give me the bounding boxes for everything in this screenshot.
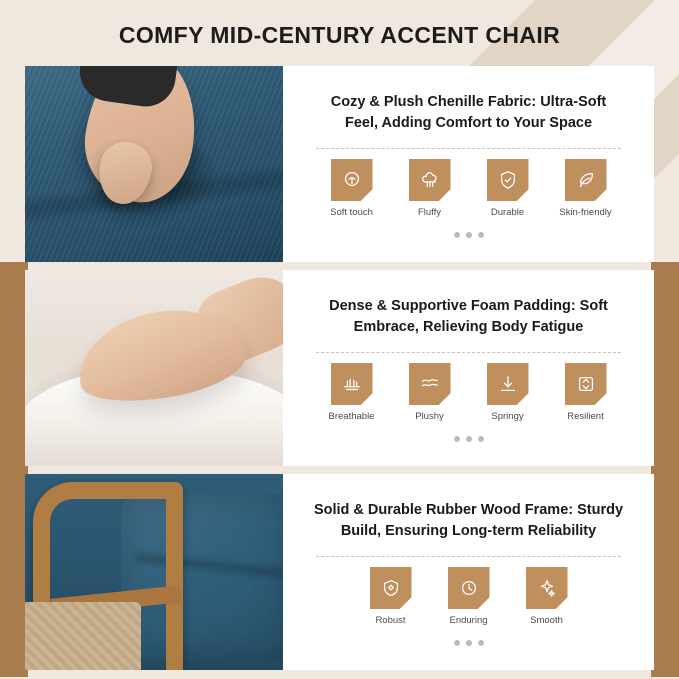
carousel-dots[interactable] bbox=[454, 232, 484, 238]
enduring-clock-icon bbox=[448, 567, 490, 609]
skin-friendly-leaf-icon bbox=[565, 159, 607, 201]
feature-chip bbox=[516, 567, 578, 626]
feature-chip-list bbox=[360, 567, 578, 626]
carousel-dot[interactable] bbox=[466, 436, 472, 442]
durable-shield-icon bbox=[487, 159, 529, 201]
carousel-dot[interactable] bbox=[478, 232, 484, 238]
resilient-icon bbox=[565, 363, 607, 405]
feature-chip bbox=[477, 363, 539, 422]
carousel-dot[interactable] bbox=[478, 436, 484, 442]
feature-chip-list bbox=[321, 363, 617, 422]
carousel-dot[interactable] bbox=[466, 640, 472, 646]
carousel-dots[interactable] bbox=[454, 640, 484, 646]
feature-chip bbox=[399, 363, 461, 422]
divider bbox=[316, 352, 621, 353]
feature-headline: Solid & Durable Rubber Wood Frame: Sturdy Build, Ensuring Long-term Reliability bbox=[313, 502, 624, 540]
feature-label: Robust bbox=[375, 615, 406, 627]
feature-row-foam bbox=[25, 270, 654, 466]
carousel-dot[interactable] bbox=[454, 232, 460, 238]
product-photo-foam bbox=[25, 270, 283, 466]
feature-chip bbox=[555, 363, 617, 422]
feature-chip-list bbox=[321, 159, 617, 218]
feature-label: Skin-friendly bbox=[559, 207, 612, 219]
feature-headline: Dense & Supportive Foam Padding: Soft Embrace, Relieving Body Fatigue bbox=[329, 298, 608, 336]
feature-content-frame bbox=[283, 474, 654, 670]
feature-label: Plushy bbox=[415, 411, 444, 423]
feature-chip bbox=[321, 363, 383, 422]
smooth-sparkle-icon bbox=[526, 567, 568, 609]
feature-label: Springy bbox=[491, 411, 524, 423]
feature-chip bbox=[438, 567, 500, 626]
fluffy-icon bbox=[409, 159, 451, 201]
feature-chip bbox=[360, 567, 422, 626]
feature-row-chenille bbox=[25, 66, 654, 262]
feature-row-frame bbox=[25, 474, 654, 670]
feature-label: Fluffy bbox=[417, 207, 442, 219]
feature-label: Durable bbox=[490, 207, 525, 219]
breathable-icon bbox=[331, 363, 373, 405]
product-photo-frame bbox=[25, 474, 283, 670]
feature-chip bbox=[477, 159, 539, 218]
plushy-icon bbox=[409, 363, 451, 405]
feature-label: Smooth bbox=[530, 615, 563, 627]
feature-chip bbox=[399, 159, 461, 218]
carousel-dots[interactable] bbox=[454, 436, 484, 442]
springy-icon bbox=[487, 363, 529, 405]
soft-touch-icon bbox=[331, 159, 373, 201]
feature-content-foam bbox=[283, 270, 654, 466]
feature-label: Resilient bbox=[567, 411, 604, 423]
feature-chip bbox=[321, 159, 383, 218]
feature-label: Enduring bbox=[449, 615, 488, 627]
feature-content-chenille bbox=[283, 66, 654, 262]
feature-rows bbox=[25, 66, 654, 678]
decorative-right-bar bbox=[651, 262, 679, 677]
carousel-dot[interactable] bbox=[454, 436, 460, 442]
robust-shield-icon bbox=[370, 567, 412, 609]
product-photo-chenille bbox=[25, 66, 283, 262]
decorative-left-bar bbox=[0, 262, 28, 677]
woven-rug bbox=[25, 602, 141, 670]
divider bbox=[316, 148, 621, 149]
page-title: COMFY MID-CENTURY ACCENT CHAIR bbox=[118, 22, 561, 48]
feature-label: Breathable bbox=[328, 411, 375, 423]
divider bbox=[316, 556, 621, 557]
carousel-dot[interactable] bbox=[466, 232, 472, 238]
carousel-dot[interactable] bbox=[454, 640, 460, 646]
feature-headline: Cozy & Plush Chenille Fabric: Ultra-Soft Feel, Adding Comfort to Your Space bbox=[330, 94, 607, 132]
feature-chip bbox=[555, 159, 617, 218]
feature-label: Soft touch bbox=[330, 207, 373, 219]
carousel-dot[interactable] bbox=[478, 640, 484, 646]
